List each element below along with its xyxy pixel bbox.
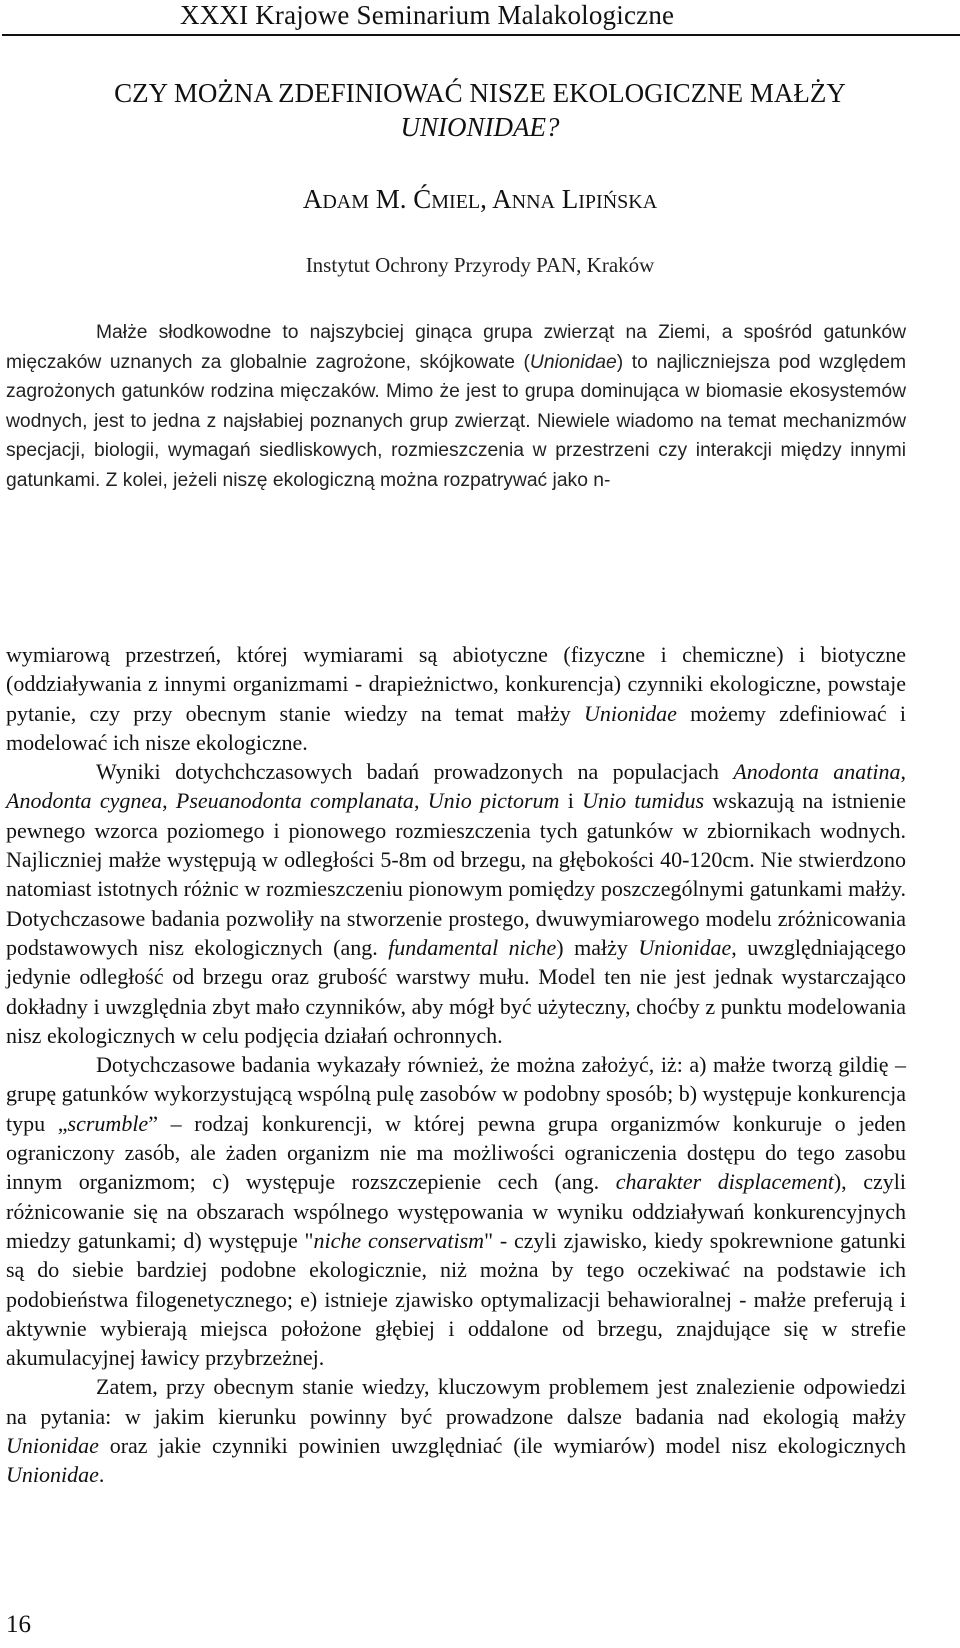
affiliation: Instytut Ochrony Przyrody PAN, Kraków <box>305 253 655 277</box>
running-header: XXXI Krajowe Seminarium Malakologiczne <box>180 0 675 30</box>
abstract-paragraph-1-continued: wymiarową przestrzeń, której wymiarami są abiotyczne (fizyczne i chemiczne) i biotyczne (oddziaływania z innymi organizmami - drapieżnictwo, konkurencja) czynniki ekologiczne, powstaje pytanie, czy przy obecnym stanie wiedzy na temat małży Unionidae możemy zdefiniować i modelować ich nisze ekologiczne. <box>6 642 906 755</box>
abstract-paragraph-3: Dotychczasowe badania wykazały również, że można założyć, iż: a) małże tworzą gildię – grupę gatunków wykorzystującą wspólną pulę zasobów w podobny sposób; b) występuje konkurencja typu „scrumble” – rodzaj konkurencji, w której pewna grupa organizmów konkuruje o jeden ograniczony zasób, ale żaden organizm nie ma możliwości ograniczenia dostępu do tego zasobu innym organizmom; c) występuje rozszczepienie cech (ang. charakter displacement), czyli różnicowanie się na obszarach wspólnego występowania w wyniku oddziaływań konkurencyjnych miedzy gatunkami; d) występuje "niche conservatism" - czyli zjawisko, kiedy spokrewnione gatunki są do siebie bardziej podobne ekologicznie, niż można by tego oczekiwać na podstawie ich podobieństwa filogenetycznego; e) istnieje zjawisko optymalizacji behawioralnej - małże preferują i aktywnie wybierają miejsca położone głębiej i oddalone od brzegu, znajdujące się w strefie akumulacyjnej ławicy przybrzeżnej. <box>6 1052 907 1371</box>
abstract-paragraph-2: Wyniki dotychchczasowych badań prowadzonych na populacjach Anodonta anatina, Anodonta cygnea, Pseuanodonta complanata, Unio pictorum i Unio tumidus wskazują na istnienie pewnego wzorca poziomego i pionowego rozmieszczenia tych gatunków w zbiornikach wodnych. Najliczniej małże występują w odległości 5-8m od brzegu, na głębokości 40-120cm. Nie stwierdzono natomiast istotnych różnic w rozmieszczeniu pionowym pomiędzy poszczególnymi gatunkami małży. Dotychczasowe badania pozwoliły na stworzenie prostego, dwuwymiarowego modelu zróżnicowania podstawowych nisz ekologicznych (ang. fundamental niche) małży Unionidae, uwzględniającego jedynie odległość od brzegu oraz grubość warstwy mułu. Model ten nie jest jednak wystarczająco dokładny i uwzględnia zbyt mało czynników, aby mógł być użyteczny, choćby z punktu modelowania nisz ekologicznych w celu podjęcia działań ochronnych. <box>6 759 907 1048</box>
page-number: 16 <box>6 1611 31 1638</box>
abstract-paragraph-4: Zatem, przy obecnym stanie wiedzy, kluczowym problemem jest znalezienie odpowiedzi na pytania: w jakim kierunku powinny być prowadzone dalsze badania nad ekologią małży Unionidae oraz jakie czynniki powinien uwzględniać (ile wymiarów) model nisz ekologicznych Unionidae. <box>6 1374 906 1488</box>
title-line-2: UNIONIDAE? <box>400 112 560 142</box>
header-rule <box>2 34 960 36</box>
abstract-paragraph-1: Małże słodkowodne to najszybciej ginąca grupa zwierząt na Ziemi, a spośród gatunków mięczaków uznanych za globalnie zagrożone, skójkowate (Unionidae) to najliczniejsza pod względem zagrożonych gatunków rodzina mięczaków. Mimo że jest to grupa dominująca w biomasie ekosystemów wodnych, jest to jedna z najsłabiej poznanych grup zwierząt. Niewiele wiadomo na temat mechanizmów specjacji, biologii, wymagań siedliskowych, rozmieszczenia w przestrzeni czy interakcji między innymi gatunkami. Z kolei, jeżeli niszę ekologiczną można rozpatrywać jako n- <box>6 322 907 491</box>
authors: ADAM M. ĆMIEL, ANNA LIPIŃSKA <box>302 184 658 214</box>
title-line-1: CZY MOŻNA ZDEFINIOWAĆ NISZE EKOLOGICZNE MAŁŻY <box>114 78 846 108</box>
article-body <box>6 640 906 1490</box>
article-title <box>12 76 948 144</box>
